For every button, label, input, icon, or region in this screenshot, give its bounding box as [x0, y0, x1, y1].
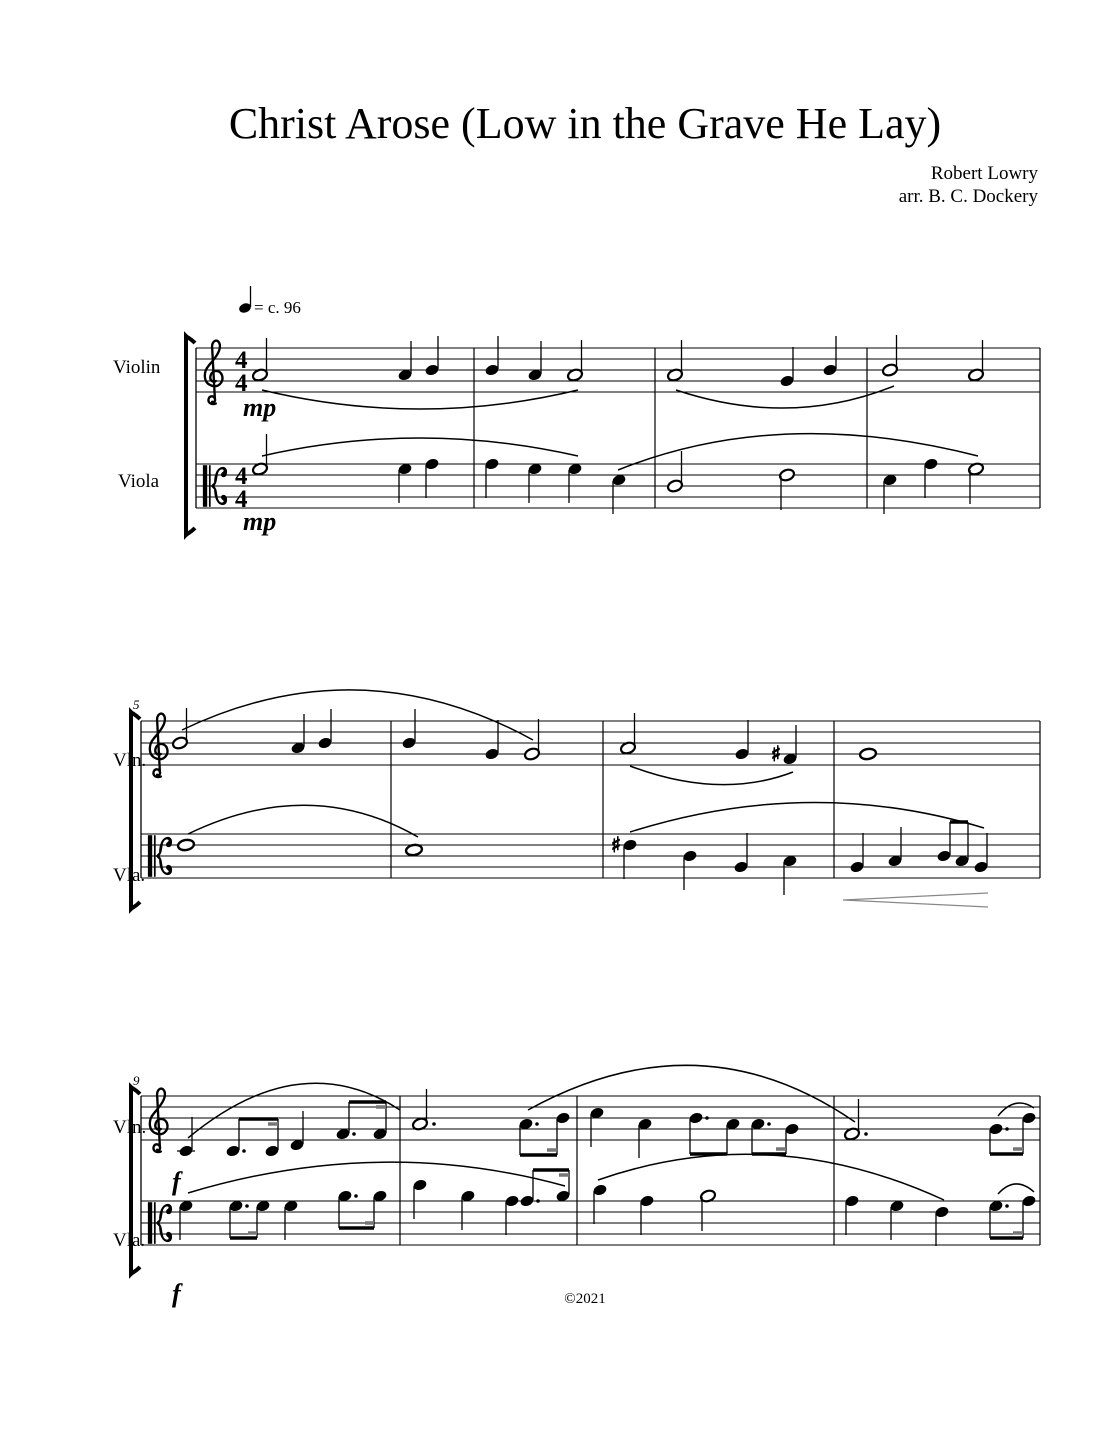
dynamic-f-viola: f [172, 1279, 181, 1308]
treble-clef-icon [150, 1089, 168, 1152]
system-1 [113, 286, 1040, 536]
measure-number-5: 5 [133, 697, 140, 712]
system-2 [113, 690, 1040, 909]
instrument-name-violin-short: Vln. [113, 1117, 147, 1138]
measure-number-9: 9 [133, 1073, 140, 1088]
instrument-name-viola-short: Vla. [113, 865, 146, 886]
copyright: ©2021 [564, 1291, 606, 1307]
page-title: Christ Arose (Low in the Grave He Lay) [228, 99, 942, 148]
viola-staff [196, 464, 1040, 508]
viola-staff-s2 [141, 834, 1040, 878]
time-signature [235, 347, 248, 513]
dynamic-mp-viola: mp [243, 507, 277, 536]
svg-text:4: 4 [235, 370, 248, 397]
viola-staff-s3 [141, 1201, 1040, 1245]
crescendo-hairpin [843, 893, 988, 907]
viola-notes-s2 [177, 822, 988, 895]
sharp-accidental: ♯ [771, 742, 782, 766]
tempo-text: = c. 96 [254, 298, 301, 317]
svg-text:4: 4 [235, 463, 248, 490]
arranger: arr. B. C. Dockery [898, 186, 1038, 207]
dynamic-f-violin: f [172, 1167, 181, 1196]
treble-clef-icon [150, 714, 168, 777]
violin-notes-s2 [172, 708, 877, 766]
tempo-marking [238, 286, 301, 317]
instrument-name-violin-short: Vln. [113, 750, 147, 771]
violin-notes-s1 [252, 335, 985, 388]
violin-notes-s3 [177, 1089, 1037, 1158]
viola-notes-s1 [252, 434, 985, 514]
svg-text:4: 4 [235, 347, 248, 374]
composer: Robert Lowry [930, 163, 1038, 184]
violin-staff-s2 [141, 721, 1040, 765]
instrument-name-viola-short: Vla. [113, 1230, 146, 1251]
sharp-accidental: ♯ [611, 833, 622, 857]
system-3 [113, 1065, 1040, 1308]
viola-notes-s3 [178, 1170, 1036, 1246]
violin-staff [196, 348, 1040, 392]
instrument-name-violin: Violin [113, 357, 161, 378]
dynamic-mp-violin: mp [243, 393, 277, 422]
treble-clef-icon [205, 341, 223, 404]
svg-text:4: 4 [235, 486, 248, 513]
instrument-name-viola: Viola [118, 471, 160, 492]
